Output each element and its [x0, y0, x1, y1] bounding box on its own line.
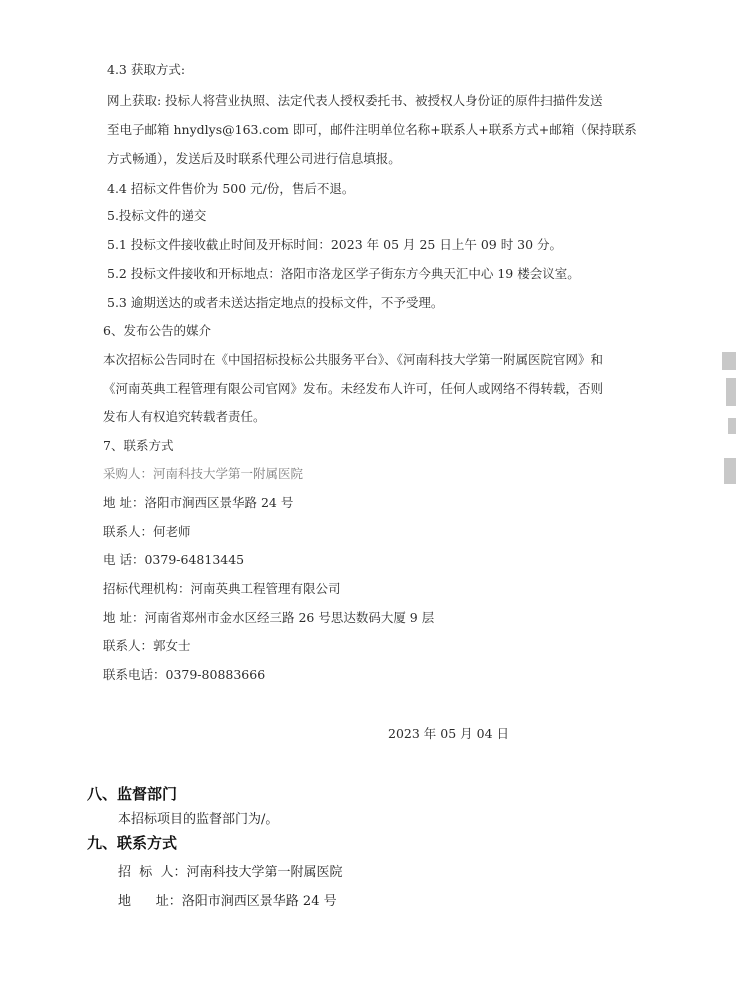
text-line: 电 话：0379-64813445 — [103, 552, 245, 567]
text-line: 地 址：洛阳市涧西区景华路 24 号 — [103, 495, 294, 510]
document-date: 2023 年 05 月 04 日 — [388, 726, 509, 741]
address-value: 洛阳市涧西区景华路 24 号 — [181, 894, 337, 909]
address-row — [118, 890, 337, 909]
text-line: 至电子邮箱 hnydlys@163.com 即可，邮件注明单位名称+联系人+联系方式+邮箱（保持联系 — [107, 122, 637, 137]
text-line: 联系电话：0379-80883666 — [103, 667, 266, 682]
text-line: 地 址：河南省郑州市金水区经三路 26 号思达数码大厦 9 层 — [103, 610, 435, 625]
tenderer-value: 河南科技大学第一附属医院 — [186, 865, 343, 880]
section-8-heading: 八、监督部门 — [87, 785, 178, 803]
section-8-text: 本招标项目的监督部门为/。 — [118, 812, 279, 827]
text-line: 联系人：郭女士 — [103, 638, 191, 653]
scan-edge-mark — [726, 378, 736, 406]
text-line: 7、联系方式 — [103, 438, 174, 453]
text-line: 5.2 投标文件接收和开标地点：洛阳市洛龙区学子街东方今典天汇中心 19 楼会议室。 — [107, 266, 580, 281]
text-line: 招标代理机构：河南英典工程管理有限公司 — [103, 581, 341, 596]
text-line: 《河南英典工程管理有限公司官网》发布。未经发布人许可，任何人或网络不得转载，否则 — [103, 381, 604, 396]
scan-edge-mark — [724, 458, 736, 484]
text-line: 5.1 投标文件接收截止时间及开标时间：2023 年 05 月 25 日上午 09 时 30 分。 — [107, 237, 563, 252]
text-line: 5.3 逾期送达的或者未送达指定地点的投标文件，不予受理。 — [107, 295, 444, 310]
text-line: 5.投标文件的递交 — [107, 208, 207, 223]
section-9-heading: 九、联系方式 — [87, 834, 178, 852]
tenderer-label: 招 标 人： — [118, 865, 187, 880]
text-line: 方式畅通），发送后及时联系代理公司进行信息填报。 — [107, 151, 401, 166]
text-line: 4.4 招标文件售价为 500 元/份，售后不退。 — [107, 181, 355, 196]
tenderer-row — [118, 861, 343, 880]
address-label: 地 址： — [118, 894, 182, 909]
text-line: 网上获取: 投标人将营业执照、法定代表人授权委托书、被授权人身份证的原件扫描件发送 — [107, 93, 603, 108]
text-line: 发布人有权追究转载者责任。 — [103, 409, 266, 424]
text-line: 采购人：河南科技大学第一附属医院 — [103, 466, 304, 481]
text-line: 6、发布公告的媒介 — [103, 323, 211, 338]
scan-edge-mark — [722, 352, 736, 370]
scan-edge-mark — [728, 418, 736, 434]
text-line: 4.3 获取方式: — [107, 62, 186, 77]
text-line: 联系人：何老师 — [103, 524, 191, 539]
text-line: 本次招标公告同时在《中国招标投标公共服务平台》、《河南科技大学第一附属医院官网》和 — [103, 352, 604, 367]
